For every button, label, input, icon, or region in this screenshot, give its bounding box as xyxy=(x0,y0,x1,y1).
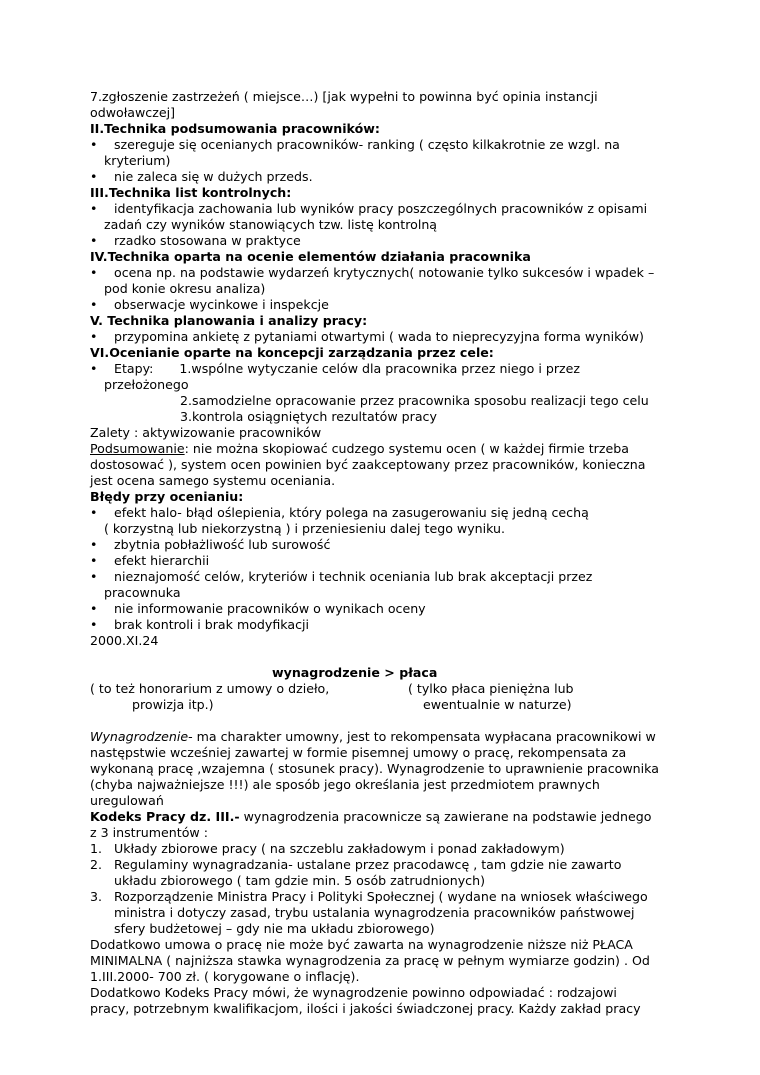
comparison-left: prowizja itp.) xyxy=(132,697,214,712)
bullet-item: • obserwacje wycinkowe i inspekcje xyxy=(90,297,690,313)
text-line: z 3 instrumentów : xyxy=(90,825,208,840)
bullet-item: • nieznajomość celów, kryteriów i technik oceniania lub brak akceptacji przez xyxy=(90,569,690,585)
spacer xyxy=(90,649,690,665)
summary-label: Podsumowanie xyxy=(90,441,185,456)
numbered-item xyxy=(90,841,690,857)
text-line: odwoławczej] xyxy=(90,105,175,120)
bullet-item: • szereguje się ocenianych pracowników- ranking ( często kilkakrotnie ze wzgl. na xyxy=(90,137,690,153)
bullet-item: • identyfikacja zachowania lub wyników pracy poszczególnych pracowników z opisami xyxy=(90,201,690,217)
text-line: jest ocena samego systemu oceniania. xyxy=(90,473,336,488)
section-heading: III.Technika list kontrolnych: xyxy=(90,185,292,200)
text-line: MINIMALNA ( najniższa stawka wynagrodzenia za pracę w pełnym wymiarze godzin) . Od xyxy=(90,953,650,968)
numbered-continuation: ministra i dotyczy zasad, trybu ustalania wynagrodzenia pracowników państwowej xyxy=(114,905,635,920)
text-line: (chyba najważniejsze !!!) ale sposób jego określania jest przedmiotem prawnych xyxy=(90,777,600,792)
document-page xyxy=(90,89,690,1017)
comparison-right: ( tylko płaca pieniężna lub xyxy=(408,681,574,696)
item-number: 2. xyxy=(90,857,103,872)
code-line xyxy=(90,809,690,825)
bullet-item: • efekt halo- błąd oślepienia, który polega na zasugerowaniu się jedną cechą xyxy=(90,505,690,521)
comparison-right: ewentualnie w naturze) xyxy=(423,697,572,712)
bullet-item: • przypomina ankietę z pytaniami otwartymi ( wada to nieprecyzyjna forma wyników) xyxy=(90,329,690,345)
wage-title: wynagrodzenie > płaca xyxy=(272,665,438,680)
bullet-item: • efekt hierarchii xyxy=(90,553,690,569)
stage-2: 2.samodzielne opracowanie przez pracownika sposobu realizacji tego celu xyxy=(180,393,649,408)
bullet-item: • ocena np. na podstawie wydarzeń krytycznych( notowanie tylko sukcesów i wpadek – xyxy=(90,265,690,281)
text-line: Zalety : aktywizowanie pracowników xyxy=(90,425,322,440)
text-line: dostosować ), system ocen powinien być zaakceptowany przez pracowników, konieczna xyxy=(90,457,646,472)
bullet-continuation: pod konie okresu analiza) xyxy=(104,281,266,296)
section-heading: Błędy przy ocenianiu: xyxy=(90,489,244,504)
code-text: wynagrodzenia pracownicze są zawierane na podstawie jednego xyxy=(239,809,652,824)
definition-text: - ma charakter umowny, jest to rekompensata wypłacana pracownikowi w xyxy=(188,729,656,744)
text-line: 1.III.2000- 700 zł. ( korygowane o inflację). xyxy=(90,969,360,984)
comparison-row xyxy=(90,697,690,713)
bullet-item: • nie informowanie pracowników o wynikach oceny xyxy=(90,601,690,617)
stage-3: 3.kontrola osiągniętych rezultatów pracy xyxy=(180,409,437,424)
bullet-continuation: przełożonego xyxy=(104,377,189,392)
bullet-continuation: kryterium) xyxy=(104,153,171,168)
definition-label: Wynagrodzenie xyxy=(90,729,189,744)
comparison-row xyxy=(90,681,690,697)
code-label: Kodeks Pracy dz. III.- xyxy=(90,809,240,824)
numbered-continuation: układu zbiorowego ( tam gdzie min. 5 osób zatrudnionych) xyxy=(114,873,486,888)
text-line: Dodatkowo umowa o pracę nie może być zawarta na wynagrodzenie niższe niż PŁACA xyxy=(90,937,633,952)
summary-line xyxy=(90,441,690,457)
text-line: Dodatkowo Kodeks Pracy mówi, że wynagrodzenie powinno odpowiadać : rodzajowi xyxy=(90,985,617,1000)
section-heading: VI.Ocenianie oparte na koncepcji zarządzania przez cele: xyxy=(90,345,494,360)
comparison-left: ( to też honorarium z umowy o dzieło, xyxy=(90,681,330,696)
bullet-item: • rzadko stosowana w praktyce xyxy=(90,233,690,249)
text-line: wykonaną pracę ,wzajemna ( stosunek pracy). Wynagrodzenie to uprawnienie pracownika xyxy=(90,761,659,776)
section-heading: IV.Technika oparta na ocenie elementów działania pracownika xyxy=(90,249,531,264)
numbered-continuation: sfery budżetowej – gdy nie ma układu zbiorowego) xyxy=(114,921,435,936)
bullet-continuation: pracownuka xyxy=(104,585,181,600)
item-number: 3. xyxy=(90,889,103,904)
stage-1: 1.wspólne wytyczanie celów dla pracownika przez niego i przez xyxy=(179,361,581,376)
text-line: uregulowań xyxy=(90,793,164,808)
bullet-item: • brak kontroli i brak modyfikacji xyxy=(90,617,690,633)
spacer xyxy=(90,713,690,729)
item-text: Układy zbiorowe pracy ( na szczeblu zakładowym i ponad zakładowym) xyxy=(114,841,565,856)
stages-label: Etapy: xyxy=(114,361,154,376)
numbered-item xyxy=(90,857,690,873)
date-line: 2000.XI.24 xyxy=(90,633,159,648)
section-heading: II.Technika podsumowania pracowników: xyxy=(90,121,380,136)
summary-text: : nie można skopiować cudzego systemu ocen ( w każdej firmie trzeba xyxy=(184,441,629,456)
bullet-item: • zbytnia pobłażliwość lub surowość xyxy=(90,537,690,553)
text-line: 7.zgłoszenie zastrzeżeń ( miejsce…) [jak wypełni to powinna być opinia instancji xyxy=(90,89,598,104)
item-number: 1. xyxy=(90,841,103,856)
bullet-item-stages xyxy=(90,361,690,377)
bullet-item: • nie zaleca się w dużych przeds. xyxy=(90,169,690,185)
bullet-continuation: zadań czy wyników stanowiących tzw. listę kontrolną xyxy=(104,217,438,232)
item-text: Rozporządzenie Ministra Pracy i Polityki Społecznej ( wydane na wniosek właściwego xyxy=(114,889,648,904)
numbered-item xyxy=(90,889,690,905)
bullet-continuation: ( korzystną lub niekorzystną ) i przeniesieniu dalej tego wyniku. xyxy=(104,521,506,536)
section-heading: V. Technika planowania i analizy pracy: xyxy=(90,313,368,328)
text-line: pracy, potrzebnym kwalifikacjom, ilości i jakości świadczonej pracy. Każdy zakład pracy xyxy=(90,1001,641,1016)
definition-line xyxy=(90,729,690,745)
item-text: Regulaminy wynagradzania- ustalane przez pracodawcę , tam gdzie nie zawarto xyxy=(114,857,622,872)
text-line: następstwie wcześniej zawartej w formie pisemnej umowy o pracę, rekompensata za xyxy=(90,745,627,760)
